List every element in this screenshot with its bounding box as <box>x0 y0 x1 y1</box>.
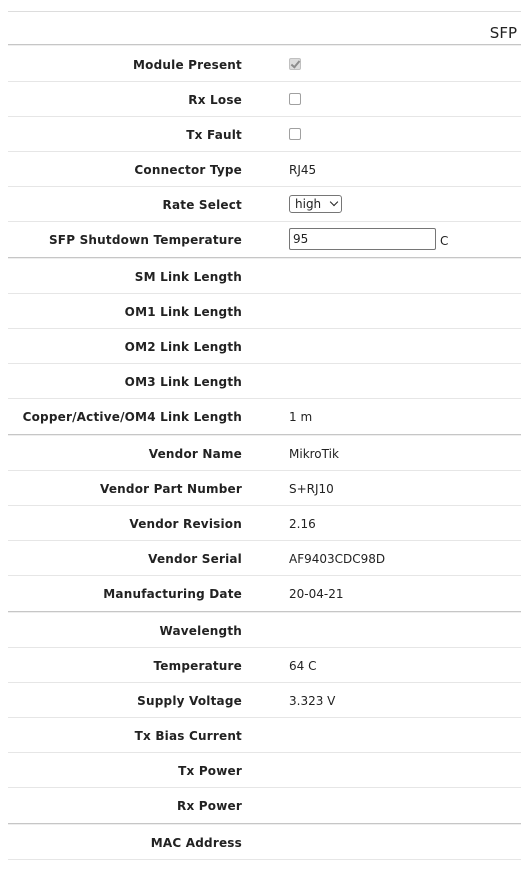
row-vendor-serial <box>8 541 521 576</box>
tx-fault-checkbox <box>289 128 301 140</box>
row-sm-link-length <box>8 259 521 294</box>
row-om2-link-length <box>8 329 521 364</box>
section-title-rule <box>8 44 521 46</box>
row-vendor-revision <box>8 506 521 541</box>
shutdown-temperature-input[interactable]: 95 <box>289 228 436 250</box>
rate-select-value: high <box>295 197 322 211</box>
row-rate-select <box>8 187 521 222</box>
row-om3-link-length <box>8 364 521 399</box>
supply-voltage-value: 3.323 V <box>289 694 336 708</box>
row-tx-bias-current <box>8 718 521 753</box>
row-mac-address <box>8 825 521 860</box>
row-om1-link-length <box>8 294 521 329</box>
vendor-serial-label: Vendor Serial <box>148 552 242 566</box>
row-tx-fault <box>8 117 521 152</box>
copper-link-length-label: Copper/Active/OM4 Link Length <box>22 410 242 424</box>
copper-link-length-value: 1 m <box>289 410 313 424</box>
sm-link-length-label: SM Link Length <box>134 270 242 284</box>
tx-bias-current-label: Tx Bias Current <box>134 729 242 743</box>
row-rx-lose <box>8 82 521 117</box>
row-module-present <box>8 47 521 82</box>
om2-link-length-label: OM2 Link Length <box>124 340 242 354</box>
supply-voltage-label: Supply Voltage <box>137 694 242 708</box>
row-vendor-part-number <box>8 471 521 506</box>
tx-fault-label: Tx Fault <box>186 128 242 142</box>
row-connector-type <box>8 152 521 187</box>
connector-type-label: Connector Type <box>134 163 242 177</box>
vendor-part-number-label: Vendor Part Number <box>100 482 242 496</box>
row-manufacturing-date <box>8 576 521 611</box>
rx-power-label: Rx Power <box>177 799 242 813</box>
manufacturing-date-value: 20-04-21 <box>289 587 344 601</box>
shutdown-temperature-unit: C <box>440 234 449 248</box>
vendor-revision-value: 2.16 <box>289 517 316 531</box>
wavelength-label: Wavelength <box>159 624 242 638</box>
vendor-name-value: MikroTik <box>289 447 339 461</box>
row-shutdown-temperature <box>8 222 521 257</box>
section-title: SFP <box>489 24 517 42</box>
vendor-name-label: Vendor Name <box>148 447 242 461</box>
module-present-checkbox <box>289 58 301 70</box>
vendor-serial-value: AF9403CDC98D <box>289 552 386 566</box>
row-temperature <box>8 648 521 683</box>
row-copper-link-length <box>8 399 521 434</box>
om3-link-length-label: OM3 Link Length <box>124 375 242 389</box>
manufacturing-date-label: Manufacturing Date <box>103 587 242 601</box>
module-present-label: Module Present <box>133 58 242 72</box>
row-vendor-name <box>8 436 521 471</box>
vendor-revision-label: Vendor Revision <box>129 517 242 531</box>
rx-lose-checkbox <box>289 93 301 105</box>
rx-lose-label: Rx Lose <box>188 93 242 107</box>
tx-power-label: Tx Power <box>178 764 242 778</box>
temperature-label: Temperature <box>153 659 242 673</box>
shutdown-temperature-label: SFP Shutdown Temperature <box>48 233 242 247</box>
rate-select-label: Rate Select <box>162 198 242 212</box>
row-tx-power <box>8 753 521 788</box>
chevron-down-icon <box>330 198 338 206</box>
vendor-part-number-value: S+RJ10 <box>289 482 334 496</box>
row-supply-voltage <box>8 683 521 718</box>
row-rx-power <box>8 788 521 823</box>
temperature-value: 64 C <box>289 659 317 673</box>
top-divider <box>8 11 521 12</box>
sfp-properties-form <box>8 47 521 860</box>
connector-type-value: RJ45 <box>289 163 317 177</box>
rate-select-dropdown[interactable] <box>289 195 342 213</box>
row-wavelength <box>8 613 521 648</box>
om1-link-length-label: OM1 Link Length <box>124 305 242 319</box>
mac-address-label: MAC Address <box>150 836 242 850</box>
